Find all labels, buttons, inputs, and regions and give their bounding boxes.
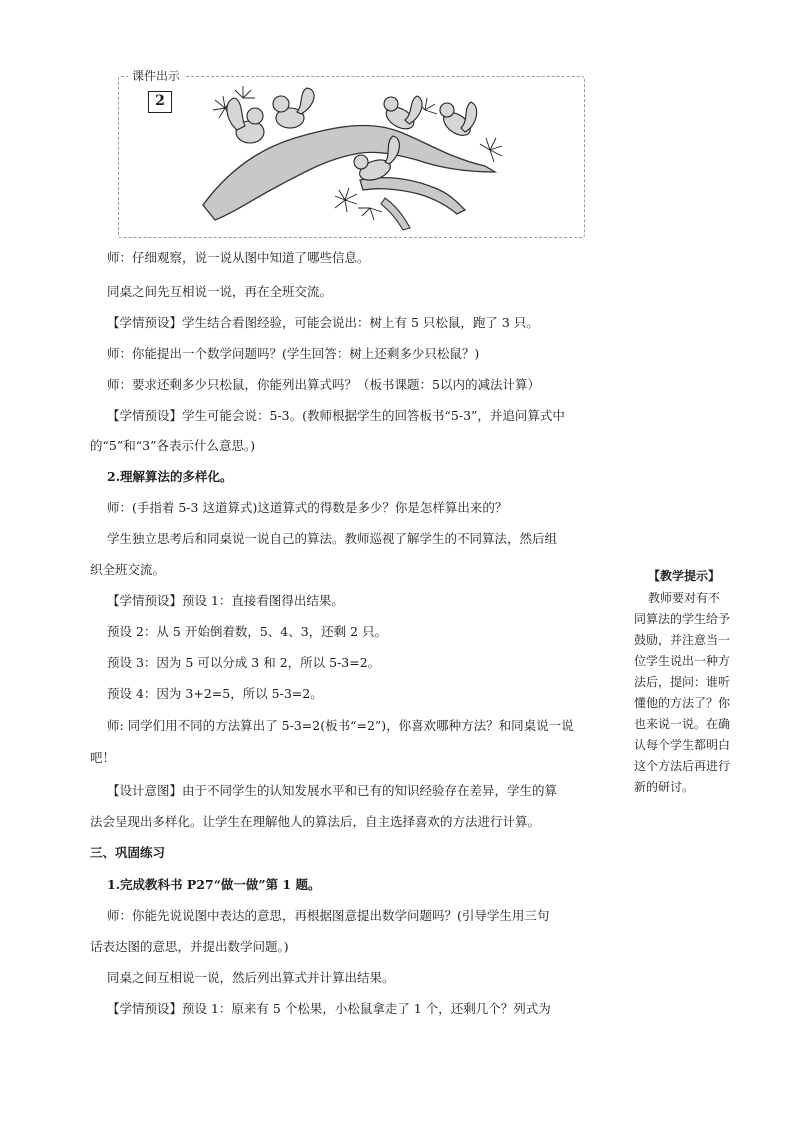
text-line: 师：仔细观察，说一说从图中知道了哪些信息。	[107, 250, 370, 265]
tip-line: 教师要对有不	[648, 591, 721, 605]
tip-line: 认每个学生都明白	[634, 738, 731, 752]
section-subheading: 1.完成教科书 P27“做一做”第 1 题。	[107, 877, 321, 892]
text-line: 织全班交流。	[90, 562, 166, 577]
tip-line: 新的研讨。	[634, 780, 695, 794]
courseware-label: 课件出示	[128, 67, 184, 84]
text-line: 【学情预设】预设 1：直接看图得出结果。	[107, 593, 344, 608]
text-line: 师：要求还剩多少只松鼠，你能列出算式吗？（板书课题：5以内的减法计算）	[107, 377, 540, 392]
squirrels-tree-illustration	[195, 80, 515, 232]
text-line: 法会呈现出多样化。让学生在理解他人的算法后，自主选择喜欢的方法进行计算。	[90, 814, 541, 829]
text-line: 同桌之间先互相说一说，再在全班交流。	[107, 284, 333, 299]
tip-line: 鼓励，并注意当一	[634, 633, 731, 647]
courseware-number: 2	[148, 91, 172, 113]
text-line: 【设计意图】由于不同学生的认知发展水平和已有的知识经验存在差异，学生的算	[107, 783, 558, 798]
tree-twig	[381, 198, 410, 230]
section-subheading: 2.理解算法的多样化。	[107, 469, 233, 484]
text-line: 预设 4：因为 3+2=5，所以 5-3=2。	[107, 686, 323, 701]
squirrel-4	[440, 102, 477, 140]
text-line: 师：你能提出一个数学问题吗？(学生回答：树上还剩多少只松鼠？)	[107, 346, 480, 361]
text-line: 吧！	[90, 750, 116, 765]
text-line: 【学情预设】学生可能会说：5-3。(教师根据学生的回答板书“5-3”，并追问算式中	[107, 408, 565, 423]
tip-line: 位学生说出一种方	[634, 654, 731, 668]
tip-line: 这个方法后再进行	[634, 759, 731, 773]
text-line: 师：(手指着 5-3 这道算式)这道算式的得数是多少？你是怎样算出来的？	[107, 500, 508, 515]
text-line: 预设 3：因为 5 可以分成 3 和 2，所以 5-3=2。	[107, 655, 381, 670]
tree-branch-lower	[360, 178, 465, 214]
tip-line: 法后，提问：谁听	[634, 675, 731, 689]
text-line: 师: 同学们用不同的方法算出了 5-3=2(板书“=2”)，你喜欢哪种方法？和同桌说一说	[107, 718, 574, 733]
squirrel-2	[273, 88, 314, 128]
text-line: 师：你能先说说图中表达的意思，再根据图意提出数学问题吗？(引导学生用三句	[107, 908, 550, 923]
text-line: 【学情预设】预设 1：原来有 5 个松果，小松鼠拿走了 1 个，还剩几个？列式为	[107, 1001, 551, 1016]
text-line: 预设 2：从 5 开始倒着数，5、4、3，还剩 2 只。	[107, 624, 388, 639]
text-line: 的“5”和“3”各表示什么意思。)	[90, 438, 256, 453]
text-line: 【学情预设】学生结合看图经验，可能会说出：树上有 5 只松鼠，跑了 3 只。	[107, 315, 539, 330]
squirrel-1	[227, 98, 264, 143]
text-line: 话表达图的意思，并提出数学问题。)	[90, 939, 289, 954]
text-line: 学生独立思考后和同桌说一说自己的算法。教师巡视了解学生的不同算法，然后组	[107, 531, 558, 546]
text-line: 同桌之间互相说一说，然后列出算式并计算出结果。	[107, 970, 395, 985]
tip-line: 同算法的学生给予	[634, 612, 731, 626]
tip-line: 懂他的方法了？你	[634, 696, 731, 710]
tip-title: 【教学提示】	[648, 569, 721, 583]
tip-line: 也来说一说。在确	[634, 717, 731, 731]
section-heading: 三、巩固练习	[90, 845, 166, 860]
